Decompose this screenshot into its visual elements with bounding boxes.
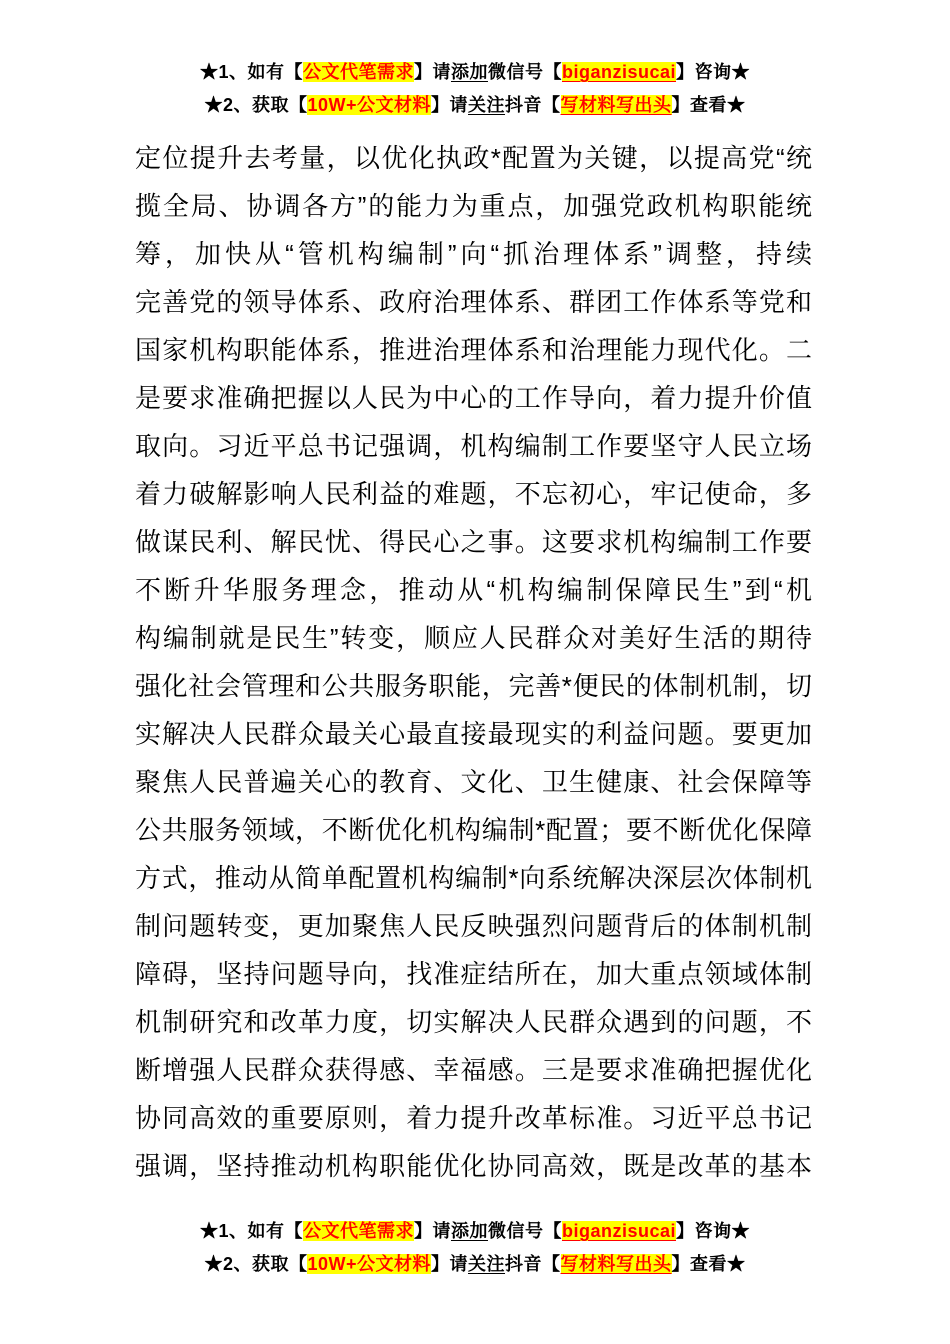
notice-segment-plain: 】请	[431, 95, 469, 115]
body-text-line: 构编制就是民生”转变，顺应人民群众对美好生活的期待	[135, 623, 812, 653]
notice-segment-plain: 】查看★	[671, 1254, 746, 1274]
body-text-line: 定位提升去考量，以优化执政*配置为关键，以提高党“统	[135, 143, 812, 173]
notice-segment-plain: 】请	[413, 62, 451, 82]
notice-segment-plain: 】查看★	[671, 95, 746, 115]
notice-segment-highlight: 公文代笔需求	[302, 62, 414, 82]
notice-segment-plain: 抖音【	[505, 1254, 561, 1274]
notice-segment-plain: ★2、获取【	[204, 95, 308, 115]
notice-segment-plain: 微信号【	[487, 62, 562, 82]
body-text-line: 机制研究和改革力度，切实解决人民群众遇到的问题，不	[135, 1007, 812, 1037]
body-text-line: 取向。习近平总书记强调，机构编制工作要坚守人民立场	[135, 431, 812, 461]
notice-segment-plain: 】咨询★	[676, 1221, 751, 1241]
footer-notice-line-1	[0, 1215, 950, 1248]
body-text-line: 不断升华服务理念，推动从“机构编制保障民生”到“机	[135, 575, 812, 605]
body-text-line: 障碍，坚持问题导向，找准症结所在，加大重点领域体制	[135, 959, 812, 989]
header-notice-line-1	[0, 56, 950, 89]
body-text-line: 方式，推动从简单配置机构编制*向系统解决深层次体制机	[135, 863, 812, 893]
notice-segment-underline: 添加	[450, 1221, 488, 1241]
footer-notice-line-2	[0, 1248, 950, 1281]
notice-segment-highlight-underline: 写材料写出头	[560, 1254, 672, 1274]
notice-segment-underline: 添加	[450, 62, 488, 82]
body-text-line: 实解决人民群众最关心最直接最现实的利益问题。要更加	[135, 719, 812, 749]
body-text-line: 是要求准确把握以人民为中心的工作导向，着力提升价值	[135, 383, 812, 413]
body-text-line: 完善党的领导体系、政府治理体系、群团工作体系等党和	[135, 287, 812, 317]
notice-segment-highlight-underline: biganzisucai	[561, 62, 677, 82]
notice-segment-highlight-underline: biganzisucai	[561, 1221, 677, 1241]
body-text-line: 断增强人民群众获得感、幸福感。三是要求准确把握优化	[135, 1055, 812, 1085]
body-text-line: 揽全局、协调各方”的能力为重点，加强党政机构职能统	[135, 191, 812, 221]
notice-segment-underline: 关注	[468, 95, 506, 115]
notice-segment-highlight-underline: 写材料写出头	[560, 95, 672, 115]
body-text-line: 协同高效的重要原则，着力提升改革标准。习近平总书记	[135, 1103, 812, 1133]
body-text-line: 筹，加快从“管机构编制”向“抓治理体系”调整，持续	[135, 239, 812, 269]
notice-segment-plain: ★2、获取【	[204, 1254, 308, 1274]
notice-segment-plain: 】请	[413, 1221, 451, 1241]
notice-segment-plain: 微信号【	[487, 1221, 562, 1241]
header-notice	[0, 0, 950, 122]
body-text-line: 公共服务领域，不断优化机构编制*配置；要不断优化保障	[135, 815, 812, 845]
body-text-line: 强调，坚持推动机构职能优化协同高效，既是改革的基本	[135, 1151, 812, 1181]
notice-segment-highlight: 10W+公文材料	[307, 95, 432, 115]
notice-segment-plain: 】请	[431, 1254, 469, 1274]
notice-segment-plain: ★1、如有【	[199, 62, 303, 82]
header-notice-line-2	[0, 89, 950, 122]
notice-segment-underline: 关注	[468, 1254, 506, 1274]
footer-notice	[0, 1190, 950, 1281]
document-body-text	[135, 134, 812, 1190]
body-text-line: 国家机构职能体系，推进治理体系和治理能力现代化。二	[135, 335, 812, 365]
notice-segment-highlight: 10W+公文材料	[307, 1254, 432, 1274]
notice-segment-highlight: 公文代笔需求	[302, 1221, 414, 1241]
body-text-line: 着力破解影响人民利益的难题，不忘初心，牢记使命，多	[135, 479, 812, 509]
body-text-line: 强化社会管理和公共服务职能，完善*便民的体制机制，切	[135, 671, 812, 701]
body-text-line: 聚焦人民普遍关心的教育、文化、卫生健康、社会保障等	[135, 767, 812, 797]
notice-segment-plain: 抖音【	[505, 95, 561, 115]
body-text-line: 制问题转变，更加聚焦人民反映强烈问题背后的体制机制	[135, 911, 812, 941]
notice-segment-plain: 】咨询★	[676, 62, 751, 82]
notice-segment-plain: ★1、如有【	[199, 1221, 303, 1241]
body-text-line: 做谋民利、解民忧、得民心之事。这要求机构编制工作要	[135, 527, 812, 557]
